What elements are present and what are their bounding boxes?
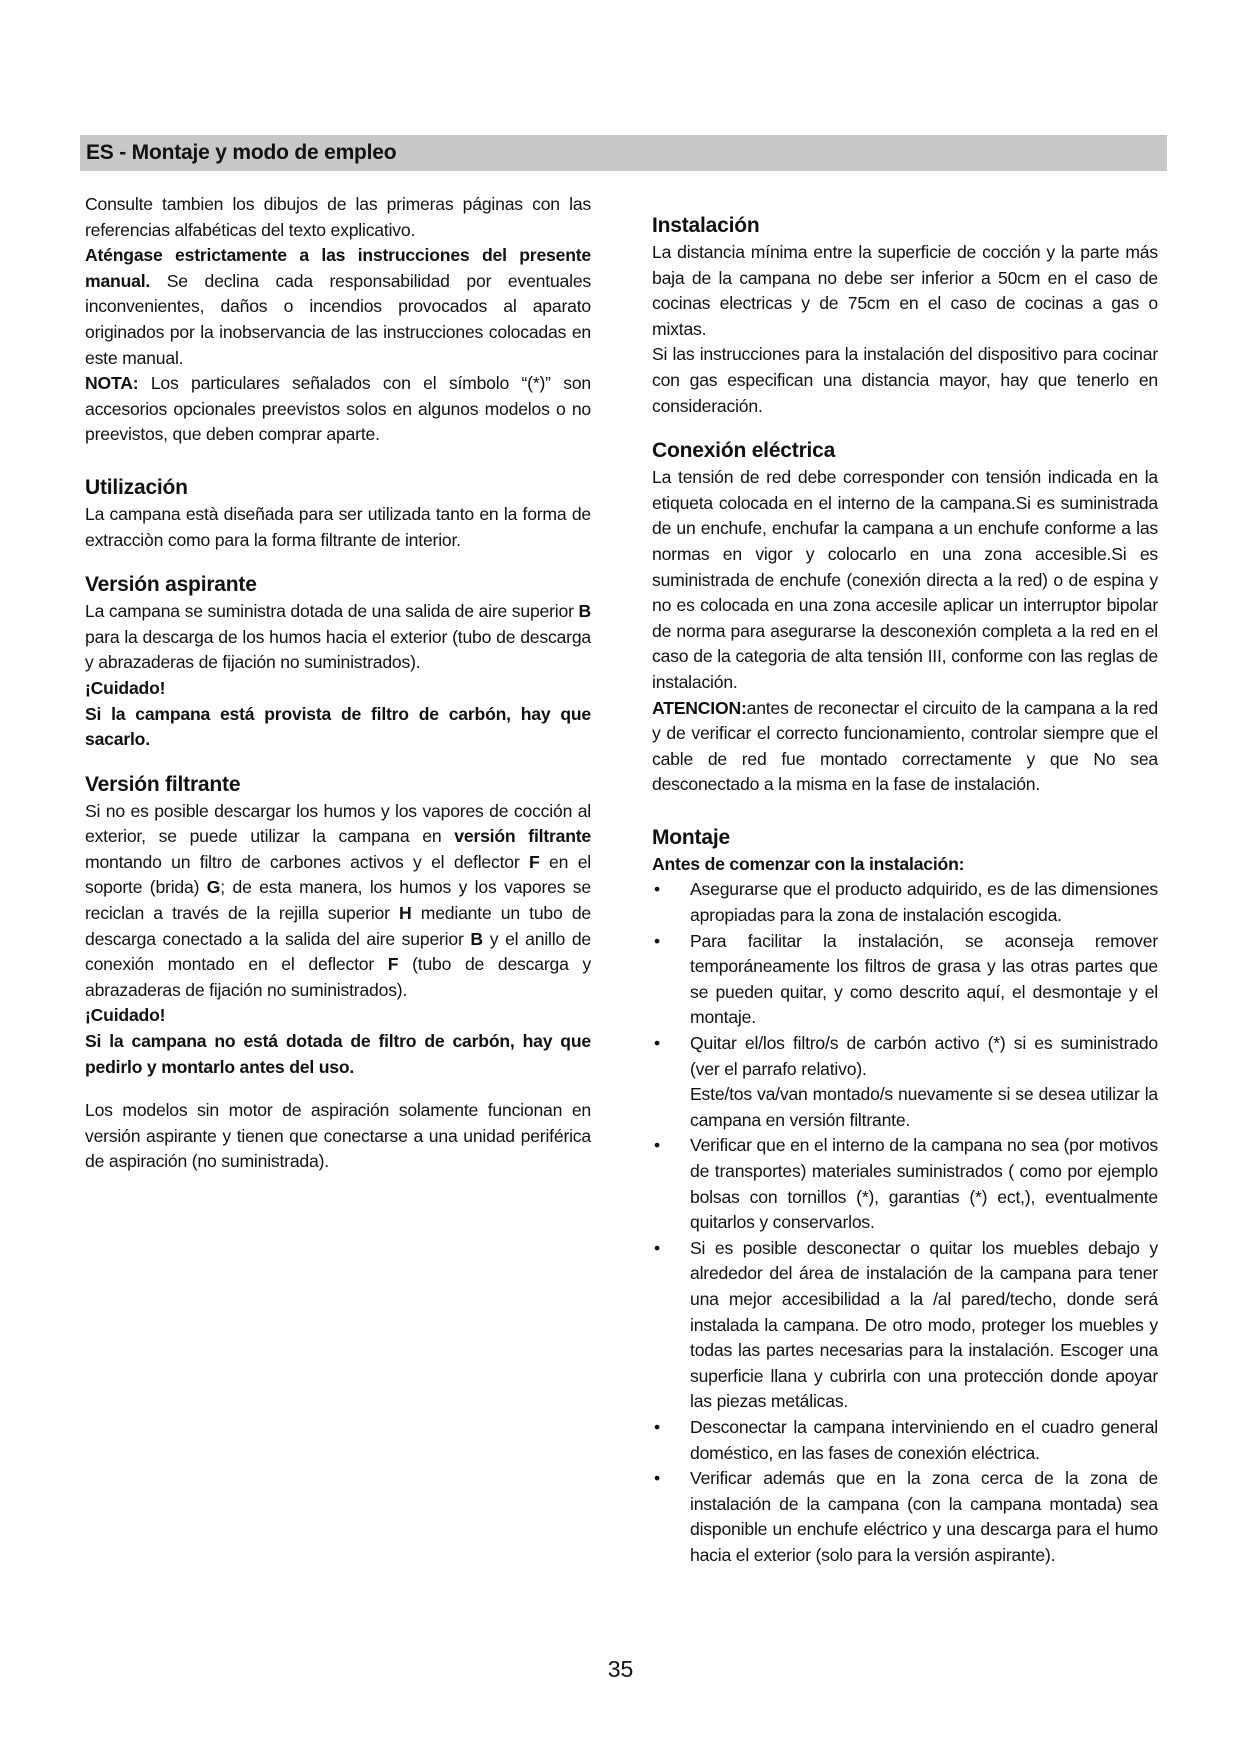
list-item <box>652 1133 1158 1235</box>
heading-utilizacion: Utilización <box>85 475 188 499</box>
intro-paragraph: Consulte tambien los dibujos de las primeras páginas con las referencias alfabéticas del texto explicativo. <box>85 194 591 240</box>
nota-paragraph <box>85 371 591 448</box>
heading-instalacion: Instalación <box>652 214 760 237</box>
filtrante-text-7: (tubo de descarga y abrazaderas de fijación no suministrados). <box>85 954 591 1000</box>
filtrante-text-1: Si no es posible descargar los humos y los vapores de cocción al exterior, se puede utilizar la campana en <box>85 800 591 847</box>
aspirante-warning-text: Si la campana está provista de filtro de carbón, hay que sacarlo. <box>85 703 591 750</box>
aspirante-text-1: La campana se suministra dotada de una salida de aire superior <box>85 601 579 622</box>
filtrante-text-2: montando un filtro de carbones activos y el deflector <box>85 851 530 872</box>
modelos-paragraph: Los modelos sin motor de aspiración solamente funcionan en versión aspirante y tienen que conectarse a una unidad periférica de aspiración (no suministrada). <box>85 1100 591 1172</box>
filtrante-bold: versión filtrante <box>454 826 591 847</box>
list-item-text: Quitar el/los filtro/s de carbón activo (*) si es suministrado (ver el parrafo relativo). <box>690 1033 1158 1079</box>
filtrante-warning-text: Si la campana no está dotada de filtro de carbón, hay que pedirlo y montarlo antes del uso. <box>85 1031 591 1077</box>
list-item-text: Asegurarse que el producto adquirido, es de las dimensiones apropiadas para la zona de instalación escogida. <box>690 879 1158 926</box>
heading-version-aspirante: Versión aspirante <box>85 573 257 597</box>
ref-b-2: B <box>470 928 483 949</box>
list-item-text: Si es posible desconectar o quitar los muebles debajo y alrededor del área de instalación de la campana para tener una mejor accesibilidad a la /al pared/techo, donde será instalada la campana. De otro modo, proteger los muebles y todas las partes necesarias para la instalación. Escoger una superficie llana y cubrirla con una protección donde apoyar las piezas metálicas. <box>690 1237 1158 1412</box>
cuidado-2: ¡Cuidado! <box>85 1005 166 1026</box>
atencion-label: ATENCION: <box>652 697 747 718</box>
bullet-icon: • <box>654 879 660 900</box>
list-item <box>652 877 1158 928</box>
aspirante-warning <box>85 702 591 753</box>
atencion-paragraph <box>652 696 1158 798</box>
bullet-icon: • <box>654 1468 660 1489</box>
ref-g: G <box>206 877 221 898</box>
bullet-icon: • <box>654 1416 660 1437</box>
section-header: ES - Montaje y modo de empleo <box>80 135 1167 171</box>
list-item-text: Para facilitar la instalación, se aconseja remover temporáneamente los filtros de grasa y las otras partes que se pueden quitar, y como descrito aquí, el desmontaje y el montaje. <box>690 930 1158 1028</box>
montaje-subtitle <box>652 852 1158 878</box>
bullet-icon: • <box>654 930 660 951</box>
list-item <box>652 1031 1158 1082</box>
filtrante-warning <box>85 1029 591 1080</box>
list-item-text: Verificar además que en la zona cerca de la zona de instalación de la campana (con la campana montada) sea disponible un enchufe eléctrico y una descarga para el humo hacia el exterior (solo para la versión aspirante). <box>690 1468 1158 1565</box>
warning-paragraph <box>85 243 591 371</box>
filtrante-paragraph <box>85 799 591 1004</box>
filtrante-text-4: ; de esta manera, los humos y los vapores se reciclan a través de la rejilla superior <box>85 877 591 924</box>
cuidado-1: ¡Cuidado! <box>85 677 166 698</box>
conexion-paragraph: La tensión de red debe corresponder con tensión indicada en la etiqueta colocada en el interno de la campana.Si es suministrada de un enchufe, enchufar la campana a un enchufe conforme a las normas en vigor y colocarlo en una zona accesible.Si es suministrada de enchufe (conexión directa a la red) o de espina y no es colocada en una zona accesile aplicar un interruptor bipolar de norma para asegurarse la desconexión completa a la red en el caso de la categoria de alta tensión III, conforme con las reglas de instalación. <box>652 467 1158 692</box>
atencion-text: antes de reconectar el circuito de la campana a la red y de verificar el correcto funcionamiento, controlar siempre que el cable de red fue montado correctamente y que No sea desconectado a la misma en la fase de instalación. <box>652 697 1158 795</box>
heading-conexion-electrica: Conexión eléctrica <box>652 439 836 463</box>
cuidado-label-1 <box>85 676 591 702</box>
instalacion-paragraph-2: Si las instrucciones para la instalación del dispositivo para cocinar con gas especifican una distancia mayor, hay que tenerlo en consideración. <box>652 344 1158 416</box>
heading-montaje: Montaje <box>652 825 730 849</box>
bullet-icon: • <box>654 1033 660 1054</box>
filtrante-text-3: en el soporte (brida) <box>85 851 591 898</box>
list-item-continuation <box>652 1082 1158 1133</box>
aspirante-paragraph <box>85 599 591 676</box>
page-number: 35 <box>607 1656 634 1682</box>
montaje-subtitle-text: Antes de comenzar con la instalación: <box>652 853 965 874</box>
filtrante-text-5: mediante un tubo de descarga conectado a la salida del aire superior <box>85 903 592 949</box>
cuidado-label-2 <box>85 1003 591 1029</box>
list-item-text: Desconectar la campana interviniendo en el cuadro general doméstico, en las fases de conexión eléctrica. <box>690 1416 1158 1463</box>
bullet-icon: • <box>654 1135 660 1156</box>
ref-f-2: F <box>387 954 399 975</box>
right-column <box>652 212 1158 1569</box>
list-item <box>652 1236 1158 1415</box>
list-item <box>652 929 1158 1031</box>
bullet-icon: • <box>654 1237 660 1258</box>
ref-h: H <box>399 903 412 924</box>
list-item <box>652 1466 1158 1568</box>
filtrante-text-6: y el anillo de conexión montado en el deflector <box>85 928 591 975</box>
montaje-list <box>652 877 1158 1568</box>
left-column <box>85 192 591 1175</box>
ref-b: B <box>578 601 591 622</box>
list-item-text: Verificar que en el interno de la campana no sea (por motivos de transportes) materiales suministrados ( como por ejemplo bolsas con tornillos (*), garantias (*) ect,), eventualmente quitarlos y conservarlos. <box>690 1135 1158 1233</box>
list-item <box>652 1415 1158 1466</box>
nota-text: Los particulares señalados con el símbolo “(*)” son accesorios opcionales preevistos solos en algunos modelos o no preevistos, que deben comprar aparte. <box>85 373 591 445</box>
warning-text: Se declina cada responsabilidad por eventuales inconvenientes, daños o incendios provocados al aparato originados por la inobservancia de las instrucciones colocadas en este manual. <box>85 270 591 368</box>
list-item-text: Este/tos va/van montado/s nuevamente si se desea utilizar la campana en versión filtrante. <box>690 1084 1158 1130</box>
ref-f: F <box>529 851 540 872</box>
nota-label: NOTA: <box>85 373 139 394</box>
warning-bold: Aténgase estrictamente a las instrucciones del presente manual. <box>85 245 591 291</box>
utilizacion-paragraph: La campana està diseñada para ser utilizada tanto en la forma de extracciòn como para la forma filtrante de interior. <box>85 503 591 550</box>
instalacion-paragraph-1: La distancia mínima entre la superficie de cocción y la parte más baja de la campana no debe ser inferior a 50cm en el caso de cocinas electricas y de 75cm en el caso de cocinas a gas o mixtas. <box>652 242 1158 339</box>
aspirante-text-2: para la descarga de los humos hacia el exterior (tubo de descarga y abrazaderas de fijación no suministrados). <box>85 626 591 673</box>
heading-version-filtrante: Versión filtrante <box>85 772 241 796</box>
